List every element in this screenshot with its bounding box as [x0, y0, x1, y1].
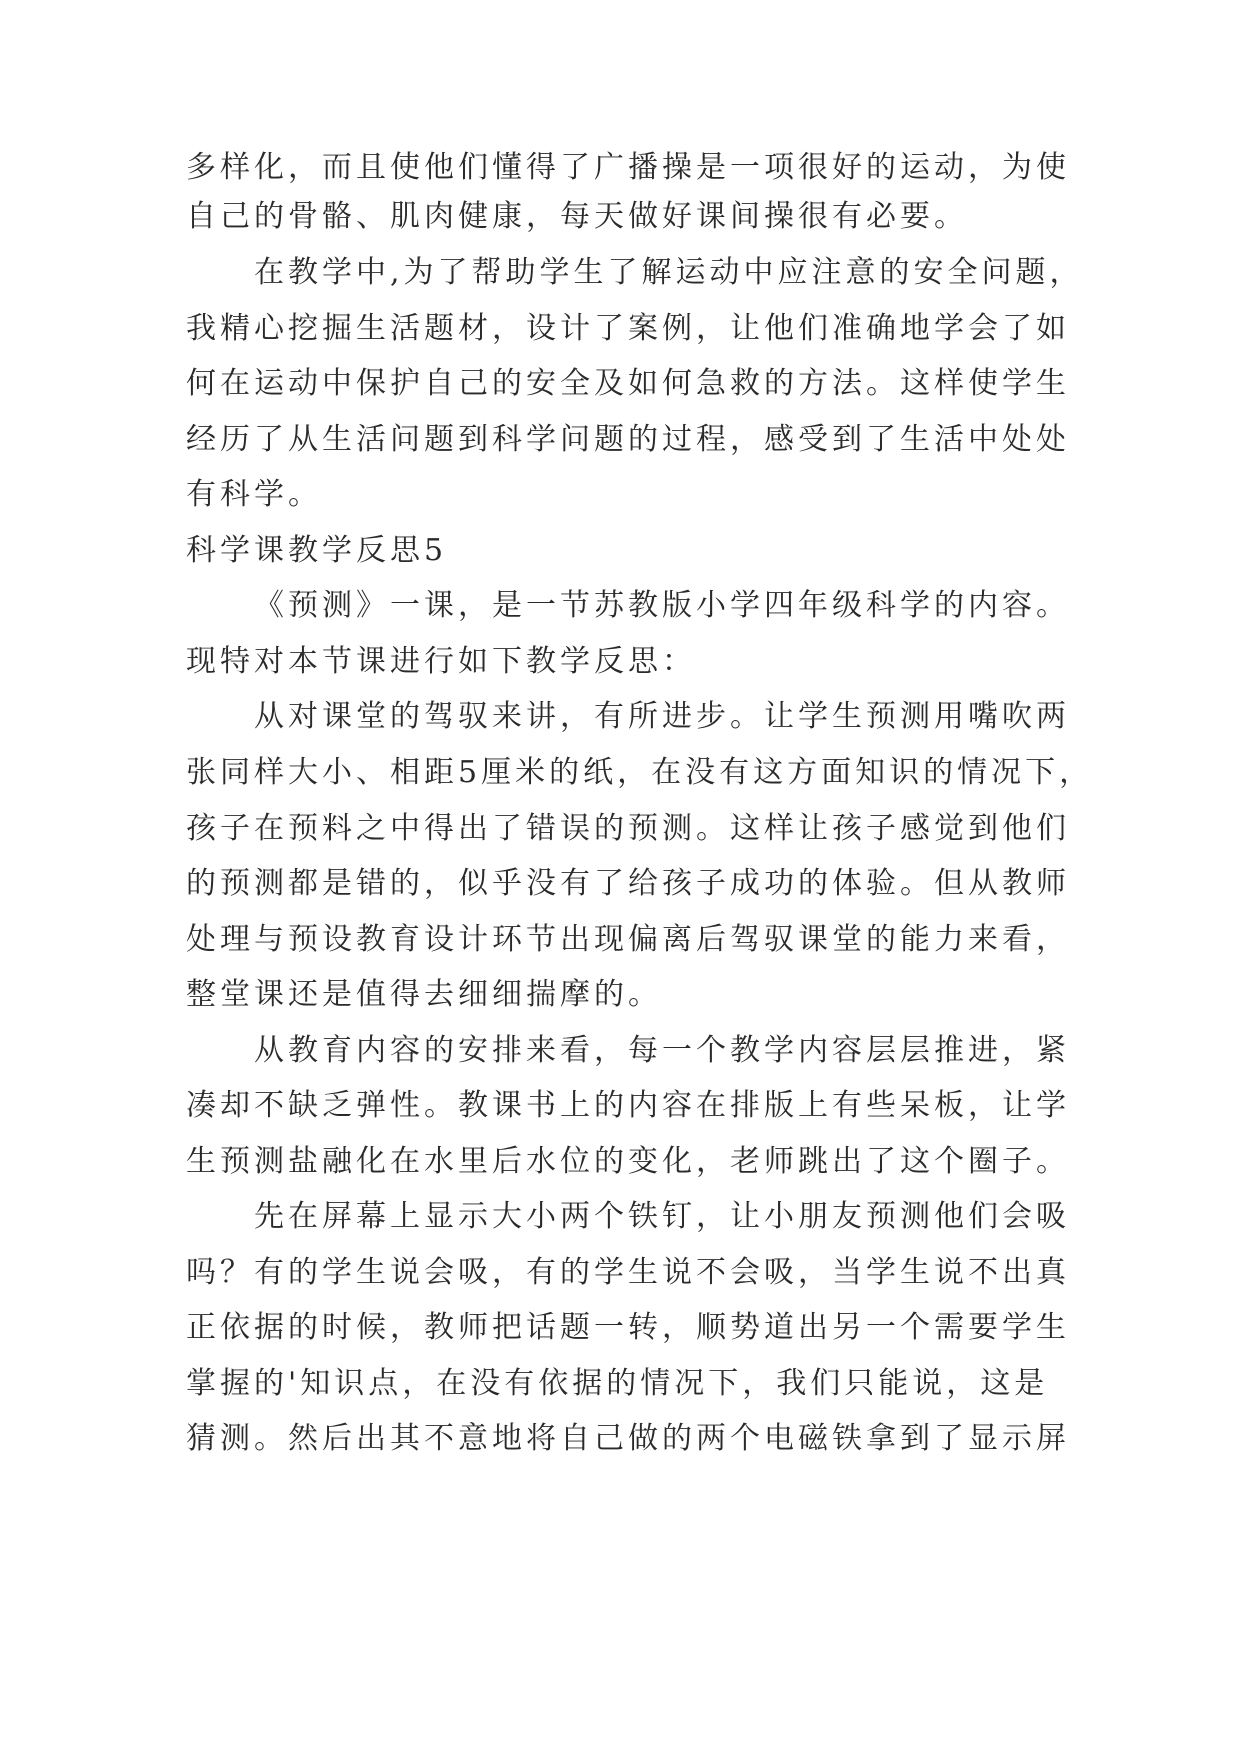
text-line-2: 自己的骨骼、肌肉健康，每天做好课间操很有必要。: [186, 199, 968, 234]
text-line-11: 从对课堂的驾驭来讲，有所进步。让学生预测用嘴吹两: [254, 699, 1070, 734]
text-line-5: 何在运动中保护自己的安全及如何急救的方法。这样使学生: [186, 366, 1070, 401]
text-line-19: 生预测盐融化在水里后水位的变化，老师跳出了这个圈子。: [186, 1144, 1070, 1179]
text-line-6: 经历了从生活问题到科学问题的过程，感受到了生活中处处: [186, 422, 1070, 457]
text-line-23: 掌握的'知识点，在没有依据的情况下，我们只能说，这是: [186, 1366, 1049, 1401]
text-line-21: 吗？有的学生说会吸，有的学生说不会吸，当学生说不出真: [186, 1255, 1070, 1290]
text-line-16: 整堂课还是值得去细细揣摩的。: [186, 977, 662, 1012]
text-line-3: 在教学中,为了帮助学生了解运动中应注意的安全问题，: [254, 255, 1084, 290]
text-line-17: 从教育内容的安排来看，每一个教学内容层层推进，紧: [254, 1033, 1070, 1068]
text-line-18: 凑却不缺乏弹性。教课书上的内容在排版上有些呆板，让学: [186, 1088, 1070, 1123]
text-line-4: 我精心挖掘生活题材，设计了案例，让他们准确地学会了如: [186, 311, 1070, 346]
text-line-14: 的预测都是错的，似乎没有了给孩子成功的体验。但从教师: [186, 866, 1070, 901]
text-line-20: 先在屏幕上显示大小两个铁钉，让小朋友预测他们会吸: [254, 1199, 1070, 1234]
text-line-15: 处理与预设教育设计环节出现偏离后驾驭课堂的能力来看，: [186, 922, 1070, 957]
text-line-13: 孩子在预料之中得出了错误的预测。这样让孩子感觉到他们: [186, 811, 1070, 846]
text-line-24: 猜测。然后出其不意地将自己做的两个电磁铁拿到了显示屏: [186, 1421, 1070, 1456]
text-line-1: 多样化，而且使他们懂得了广播操是一项很好的运动，为使: [186, 150, 1070, 185]
text-line-7: 有科学。: [186, 477, 322, 512]
section-heading: 科学课教学反思5: [186, 533, 448, 568]
text-line-9: 《预测》一课，是一节苏教版小学四年级科学的内容。: [254, 588, 1070, 623]
text-line-12: 张同样大小、相距5厘米的纸，在没有这方面知识的情况下，: [186, 755, 1094, 790]
text-line-22: 正依据的时候，教师把话题一转，顺势道出另一个需要学生: [186, 1310, 1070, 1345]
text-line-10: 现特对本节课进行如下教学反思：: [186, 644, 696, 679]
